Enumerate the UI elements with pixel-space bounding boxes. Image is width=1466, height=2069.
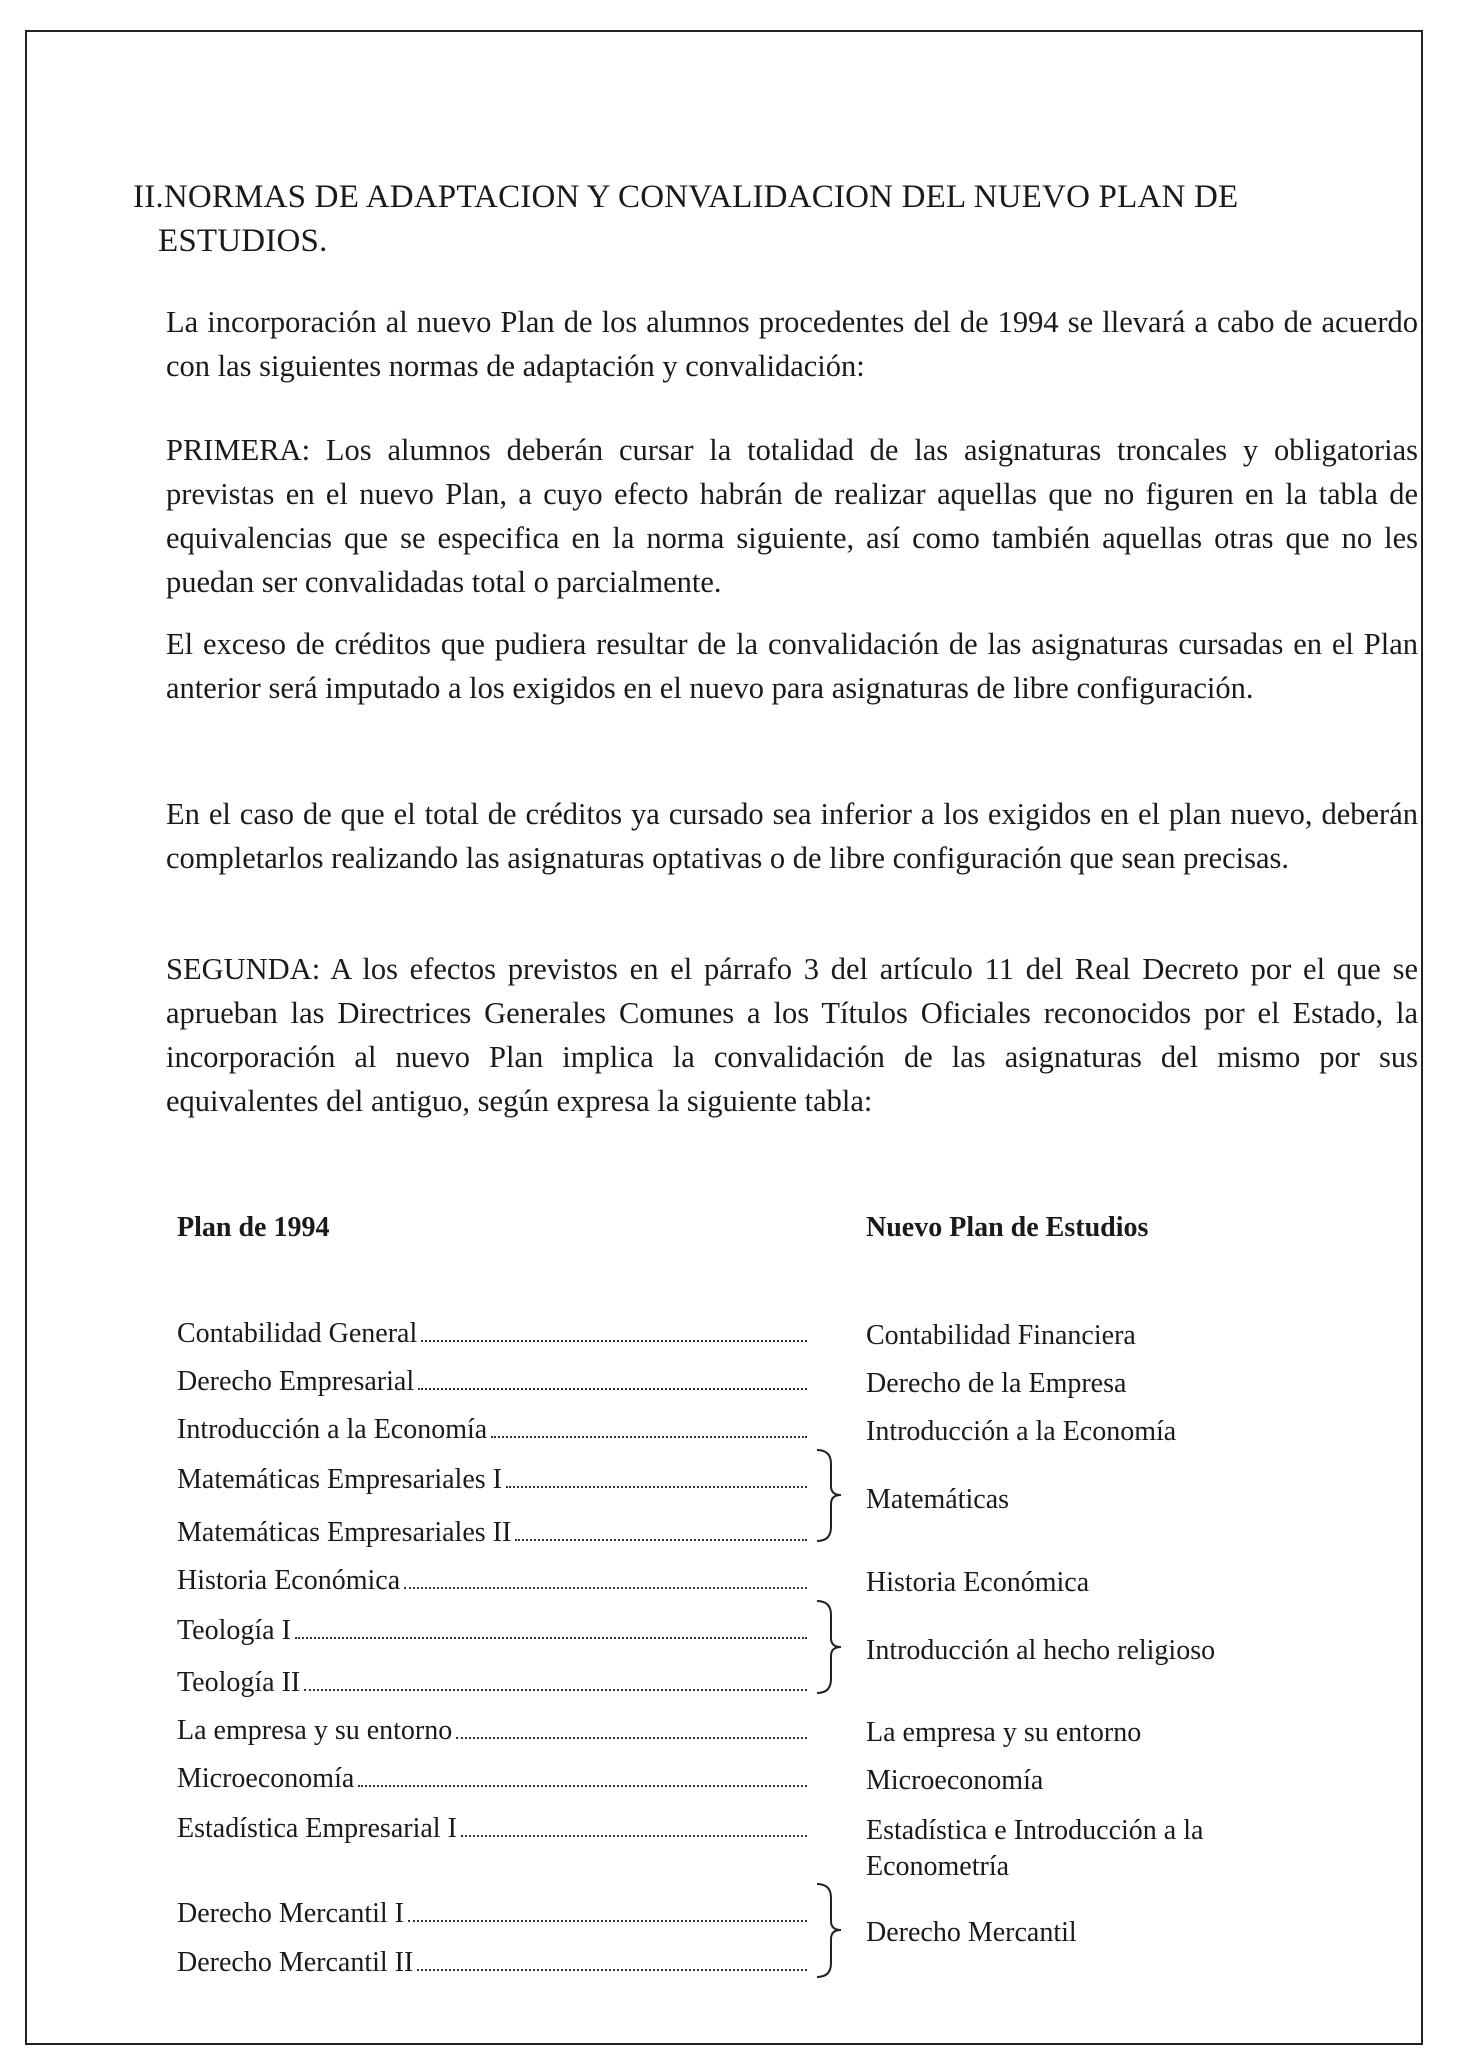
- old-subject: Contabilidad General: [177, 1318, 418, 1349]
- table-row: [177, 1414, 1377, 1454]
- old-subject: Derecho Mercantil II: [177, 1947, 414, 1978]
- dot-leader: [408, 1898, 807, 1922]
- new-subject: Introducción a la Economía: [866, 1416, 1177, 1447]
- old-subject: Introducción a la Economía: [177, 1414, 488, 1445]
- old-subject: Teología II: [177, 1667, 301, 1698]
- table-row: [177, 1898, 1377, 1938]
- table-row: [177, 1517, 1377, 1557]
- dot-leader: [461, 1813, 807, 1837]
- old-subject: Derecho Mercantil I: [177, 1898, 404, 1929]
- table-row: [177, 1813, 1377, 1882]
- old-subject: Historia Económica: [177, 1565, 401, 1596]
- new-subject: La empresa y su entorno: [866, 1717, 1142, 1748]
- brace-matematicas: [815, 1448, 845, 1543]
- new-subject: Estadística e Introducción a la Econometría: [866, 1815, 1204, 1882]
- dot-leader: [358, 1763, 807, 1787]
- old-subject: Estadística Empresarial I: [177, 1813, 457, 1844]
- merged-matematicas: Matemáticas: [866, 1484, 1010, 1515]
- title-line-2: ESTUDIOS.: [158, 223, 328, 259]
- new-subject: Microeconomía: [866, 1765, 1044, 1796]
- title-line-1: II.NORMAS DE ADAPTACION Y CONVALIDACION DEL NUEVO PLAN DE: [133, 179, 1239, 215]
- section-title: [133, 175, 1373, 263]
- paragraph-caso: En el caso de que el total de créditos ya cursado sea inferior a los exigidos en el plan nuevo, deberán completarlos realizando las asignaturas optativas o de libre configuración que sean precisas.: [166, 797, 1418, 875]
- table-row: [177, 1763, 1377, 1803]
- old-subject: La empresa y su entorno: [177, 1715, 453, 1746]
- table-row: [177, 1318, 1377, 1358]
- paragraph-exceso: El exceso de créditos que pudiera resultar de la convalidación de las asignaturas cursadas en el Plan anterior será imputado a los exigidos en el nuevo para asignaturas de libre configuración.: [166, 627, 1418, 705]
- new-subject: Historia Económica: [866, 1567, 1090, 1598]
- dot-leader: [456, 1715, 807, 1739]
- new-subject: Contabilidad Financiera: [866, 1320, 1136, 1351]
- dot-leader: [515, 1517, 807, 1541]
- dot-leader: [421, 1318, 807, 1342]
- table-row: [177, 1565, 1377, 1605]
- table-row: [177, 1667, 1377, 1707]
- old-subject: Teología I: [177, 1615, 291, 1646]
- dot-leader: [418, 1366, 807, 1390]
- table-row: [177, 1947, 1377, 1987]
- paragraph-intro: La incorporación al nuevo Plan de los alumnos procedentes del de 1994 se llevará a cabo de acuerdo con las siguientes normas de adaptación y convalidación:: [166, 305, 1418, 383]
- old-subject: Matemáticas Empresariales II: [177, 1517, 512, 1548]
- merged-mercantil: Derecho Mercantil: [866, 1917, 1077, 1948]
- table-row: [177, 1715, 1377, 1755]
- brace-mercantil: [815, 1882, 845, 1979]
- table-row: [177, 1366, 1377, 1406]
- dot-leader: [404, 1565, 807, 1589]
- header-new-plan: Nuevo Plan de Estudios: [866, 1212, 1149, 1243]
- paragraph-segunda: SEGUNDA: A los efectos previstos en el párrafo 3 del artículo 11 del Real Decreto por el que se aprueban las Directrices Generales Comunes a los Títulos Oficiales reconocidos por el Estado, la incorporación al nuevo Plan implica la convalidación de las asignaturas del mismo por sus equivalentes del antiguo, según expresa la siguiente tabla:: [166, 952, 1418, 1118]
- dot-leader: [491, 1414, 807, 1438]
- old-subject: Matemáticas Empresariales I: [177, 1464, 502, 1495]
- table-row: [177, 1464, 1377, 1504]
- dot-leader: [506, 1464, 807, 1488]
- merged-teologia: Introducción al hecho religioso: [866, 1635, 1216, 1666]
- new-subject: Derecho de la Empresa: [866, 1368, 1127, 1399]
- brace-teologia: [815, 1599, 845, 1695]
- old-subject: Derecho Empresarial: [177, 1366, 415, 1397]
- dot-leader: [295, 1615, 807, 1639]
- dot-leader: [304, 1667, 807, 1691]
- header-old-plan: Plan de 1994: [177, 1212, 330, 1243]
- old-subject: Microeconomía: [177, 1763, 355, 1794]
- paragraph-primera: PRIMERA: Los alumnos deberán cursar la totalidad de las asignaturas troncales y obligatorias previstas en el nuevo Plan, a cuyo efecto habrán de realizar aquellas que no figuren en la tabla de equivalencias que se especifica en la norma siguiente, así como también aquellas otras que no les puedan ser convalidadas total o parcialmente.: [166, 433, 1418, 599]
- dot-leader: [417, 1947, 807, 1971]
